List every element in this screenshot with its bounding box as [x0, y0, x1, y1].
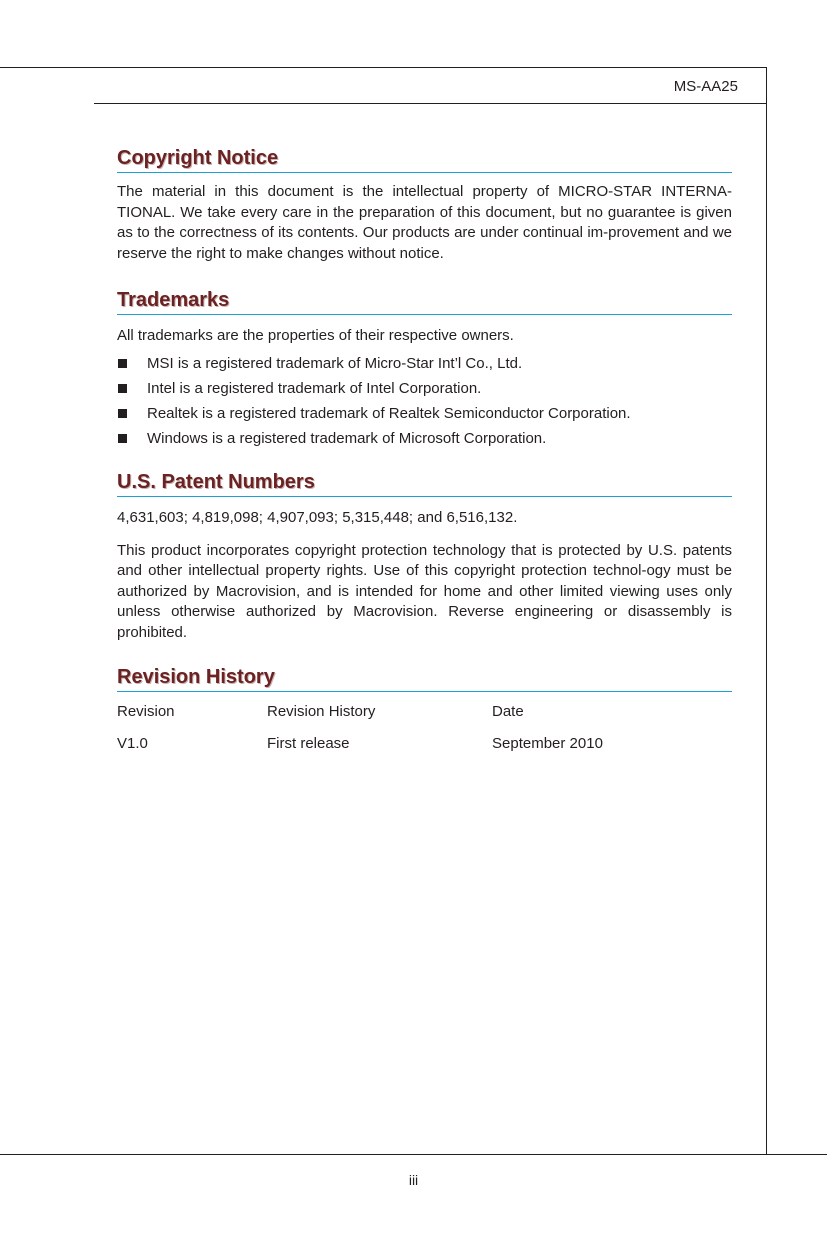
- revision-heading: Revision History: [117, 664, 732, 692]
- trademarks-heading: Trademarks: [117, 287, 732, 315]
- right-margin-rule: [766, 67, 767, 1155]
- column-header-date: Date: [492, 703, 524, 720]
- bullet-square-icon: [118, 384, 127, 393]
- patents-text: This product incorporates copyright protection technology that is protected by U.S. patents and other intellectual property rights. Use of this copyright protection technol-ogy must be authorized by Macrovision, and is intended for home and other limited viewing uses only unless otherwise authorized by Macrovision. Reverse engineering or disassembly is prohibited.: [117, 541, 732, 641]
- date-cell: September 2010: [492, 735, 603, 752]
- column-header-history: Revision History: [267, 703, 376, 720]
- top-rule: [0, 67, 767, 68]
- list-item: [117, 376, 732, 401]
- copyright-heading: Copyright Notice: [117, 145, 732, 173]
- bullet-square-icon: [118, 359, 127, 368]
- trademark-text: Realtek is a registered trademark of Realtek Semiconductor Corporation.: [147, 404, 631, 422]
- list-item: [117, 351, 732, 376]
- header-rule: [94, 103, 767, 104]
- page-number: iii: [408, 1172, 419, 1188]
- history-cell: First release: [267, 735, 350, 752]
- patents-section: [117, 469, 732, 643]
- copyright-text: The material in this document is the intellectual property of MICRO-STAR INTERNA-TIONAL. We take every care in the preparation of this document, but no guarantee is given as to the correctness of its contents. Our products are under continual im-provement and we reserve the right to make changes without notice.: [117, 183, 732, 262]
- list-item: [117, 401, 732, 426]
- bottom-rule: [0, 1154, 827, 1155]
- trademark-text: Windows is a registered trademark of Microsoft Corporation.: [147, 429, 547, 447]
- trademark-text: Intel is a registered trademark of Intel Corporation.: [147, 379, 482, 397]
- column-header-revision: Revision: [117, 703, 175, 720]
- revision-cell: V1.0: [117, 735, 148, 752]
- patents-heading: U.S. Patent Numbers: [117, 469, 732, 497]
- trademarks-section: [117, 287, 732, 451]
- list-item: [117, 426, 732, 451]
- trademark-text: MSI is a registered trademark of Micro-Star Int’l Co., Ltd.: [147, 354, 523, 372]
- trademarks-list: [117, 351, 732, 451]
- revision-section: [117, 664, 732, 755]
- bullet-square-icon: [118, 409, 127, 418]
- copyright-section: [117, 145, 732, 264]
- model-number: MS-AA25: [673, 78, 738, 95]
- table-row: [117, 735, 732, 755]
- bullet-square-icon: [118, 434, 127, 443]
- patent-numbers: 4,631,603; 4,819,098; 4,907,093; 5,315,448; and 6,516,132.: [117, 509, 518, 526]
- trademarks-intro: All trademarks are the properties of their respective owners.: [117, 327, 514, 344]
- revision-table-header: [117, 703, 732, 723]
